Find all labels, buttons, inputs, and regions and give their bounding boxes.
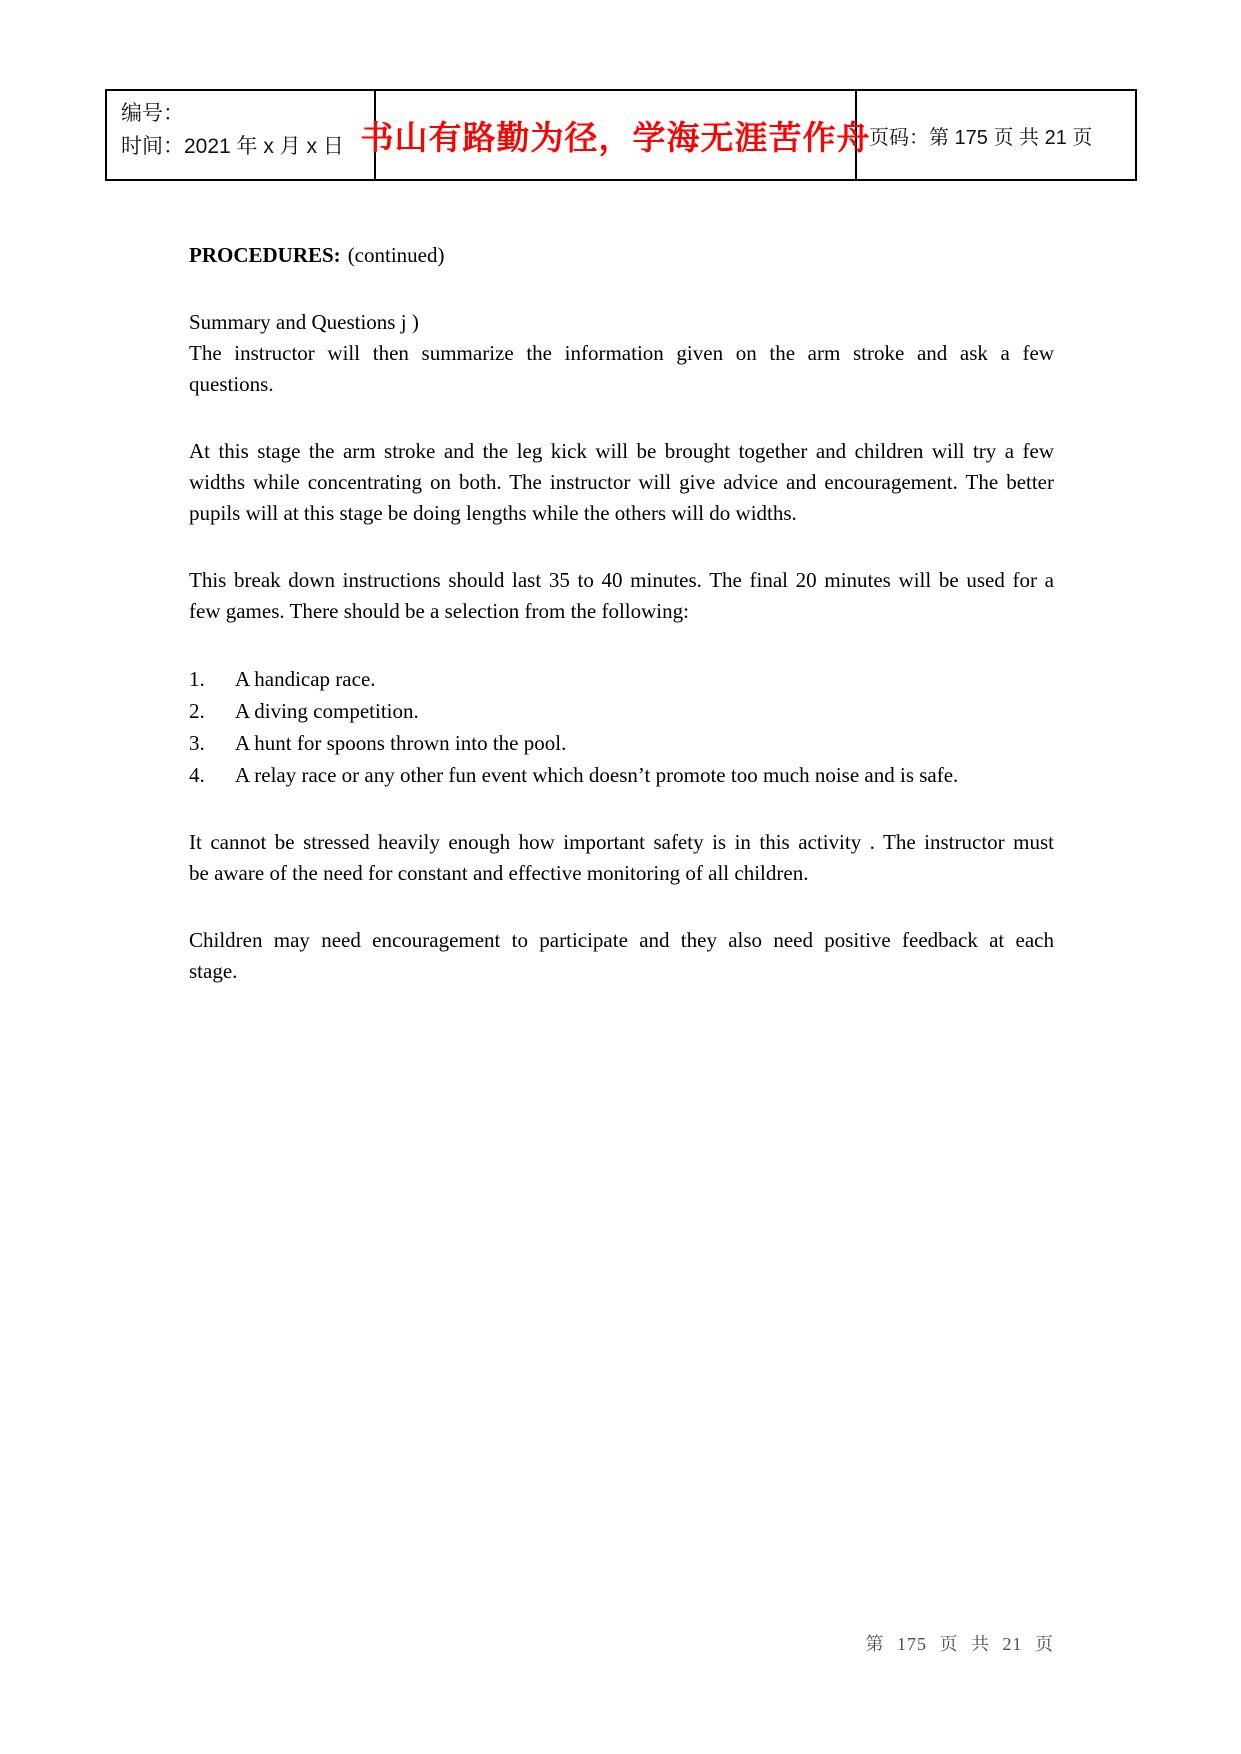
list-item-text: A handicap race. [235,667,376,691]
paragraph-line: few games. There should be a selection from the following: [189,599,689,623]
document-body [189,240,1054,1023]
list-item [189,663,1054,695]
paragraph-line: questions. [189,372,274,396]
list-item [189,759,1054,791]
section-heading-rest: (continued) [347,243,445,267]
header-meta-cell [107,91,374,179]
footer-page-info: 第 175 页 共 21 页 [865,1634,1054,1654]
section-heading [189,240,1054,271]
header-motto-text: 书山有路勤为径，学海无涯苦作舟 [360,118,871,156]
list-item-text: A hunt for spoons thrown into the pool. [235,731,567,755]
page-header-table [105,89,1137,181]
list-item-number: 1. [189,667,205,691]
paragraph-line: be aware of the need for constant and effective monitoring of all children. [189,861,809,885]
paragraph-line: widths while concentrating on both. The instructor will give advice and encouragement. The better [189,470,1054,494]
list-item-text: A relay race or any other fun event which doesn’t promote too much noise and is safe. [235,763,959,787]
paragraph-line: pupils will at this stage be doing lengths while the others will do widths. [189,501,797,525]
paragraph-line: stage. [189,959,238,983]
paragraph-line: Children may need encouragement to participate and they also need positive feedback at each [189,928,1054,952]
header-motto-cell [360,91,871,179]
paragraph-line: It cannot be stressed heavily enough how important safety is in this activity . The instructor must [189,830,1054,854]
header-number-label: 编号： [121,102,184,125]
section-heading-bold: PROCEDURES: [189,243,341,267]
paragraph-summary [189,307,1054,400]
header-time-label: 时间：2021 年 x 月 x 日 [121,135,344,158]
page-footer [189,1630,1054,1656]
paragraph-encouragement [189,925,1054,987]
list-item-number: 2. [189,699,205,723]
header-page-label: 页码：第 175 页 共 21 页 [869,126,1093,149]
paragraph-arm-stroke [189,436,1054,529]
paragraph-safety [189,827,1054,889]
list-item-number: 4. [189,763,205,787]
list-item [189,727,1054,759]
paragraph-line: The instructor will then summarize the information given on the arm stroke and ask a few [189,341,1054,365]
list-item-number: 3. [189,731,205,755]
games-list [189,663,1054,791]
list-item-text: A diving competition. [235,699,419,723]
paragraph-line: This break down instructions should last 35 to 40 minutes. The final 20 minutes will be used for a [189,568,1054,592]
list-item [189,695,1054,727]
paragraph-line: Summary and Questions j ) [189,310,419,334]
header-page-cell [857,91,1135,179]
paragraph-line: At this stage the arm stroke and the leg kick will be brought together and children will try a few [189,439,1054,463]
paragraph-break-down [189,565,1054,627]
